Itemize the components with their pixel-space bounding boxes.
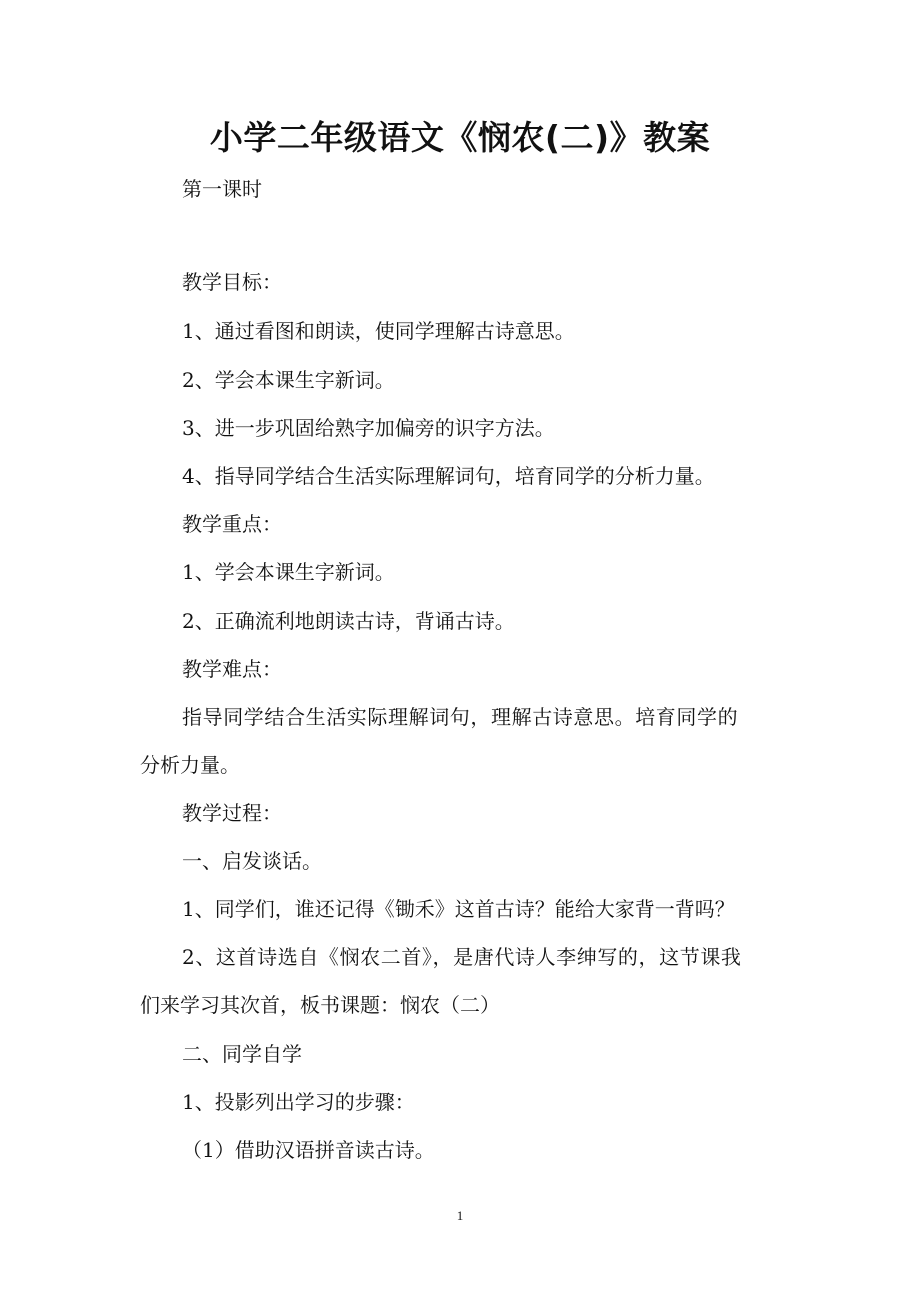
- paragraph-line: 3、进一步巩固给熟字加偏旁的识字方法。: [182, 416, 555, 440]
- paragraph-line: 分析力量。: [140, 753, 240, 777]
- paragraph-line: 1、通过看图和朗读，使同学理解古诗意思。: [182, 319, 575, 343]
- section-heading: 教学过程：: [182, 801, 282, 825]
- section-heading: 教学难点：: [182, 657, 282, 681]
- lesson-period: 第一课时: [182, 177, 262, 201]
- document-title: 小学二年级语文《悯农(二)》教案: [209, 118, 711, 157]
- paragraph-line: 2、这首诗选自《悯农二首》，是唐代诗人李绅写的，这节课我: [182, 945, 742, 969]
- section-heading: 二、同学自学: [182, 1042, 302, 1066]
- section-heading: 教学目标：: [182, 270, 282, 294]
- paragraph-line: 4、指导同学结合生活实际理解词句，培育同学的分析力量。: [182, 464, 715, 488]
- paragraph-line: 们来学习其次首，板书课题：悯农（二）: [140, 993, 500, 1017]
- paragraph-line: 2、学会本课生字新词。: [182, 368, 395, 392]
- paragraph-line: 一、启发谈话。: [182, 849, 322, 873]
- section-heading: 教学重点：: [182, 512, 282, 536]
- paragraph-line: 1、投影列出学习的步骤：: [182, 1090, 415, 1114]
- page-number: 1: [456, 1208, 464, 1223]
- paragraph-line: 指导同学结合生活实际理解词句，理解古诗意思。培育同学的: [182, 705, 739, 729]
- paragraph-line: 2、正确流利地朗读古诗，背诵古诗。: [182, 609, 515, 633]
- paragraph-line: 1、学会本课生字新词。: [182, 560, 395, 584]
- paragraph-line: （1）借助汉语拼音读古诗。: [182, 1138, 435, 1162]
- paragraph-line: 1、同学们，谁还记得《锄禾》这首古诗？能给大家背一背吗？: [182, 897, 735, 921]
